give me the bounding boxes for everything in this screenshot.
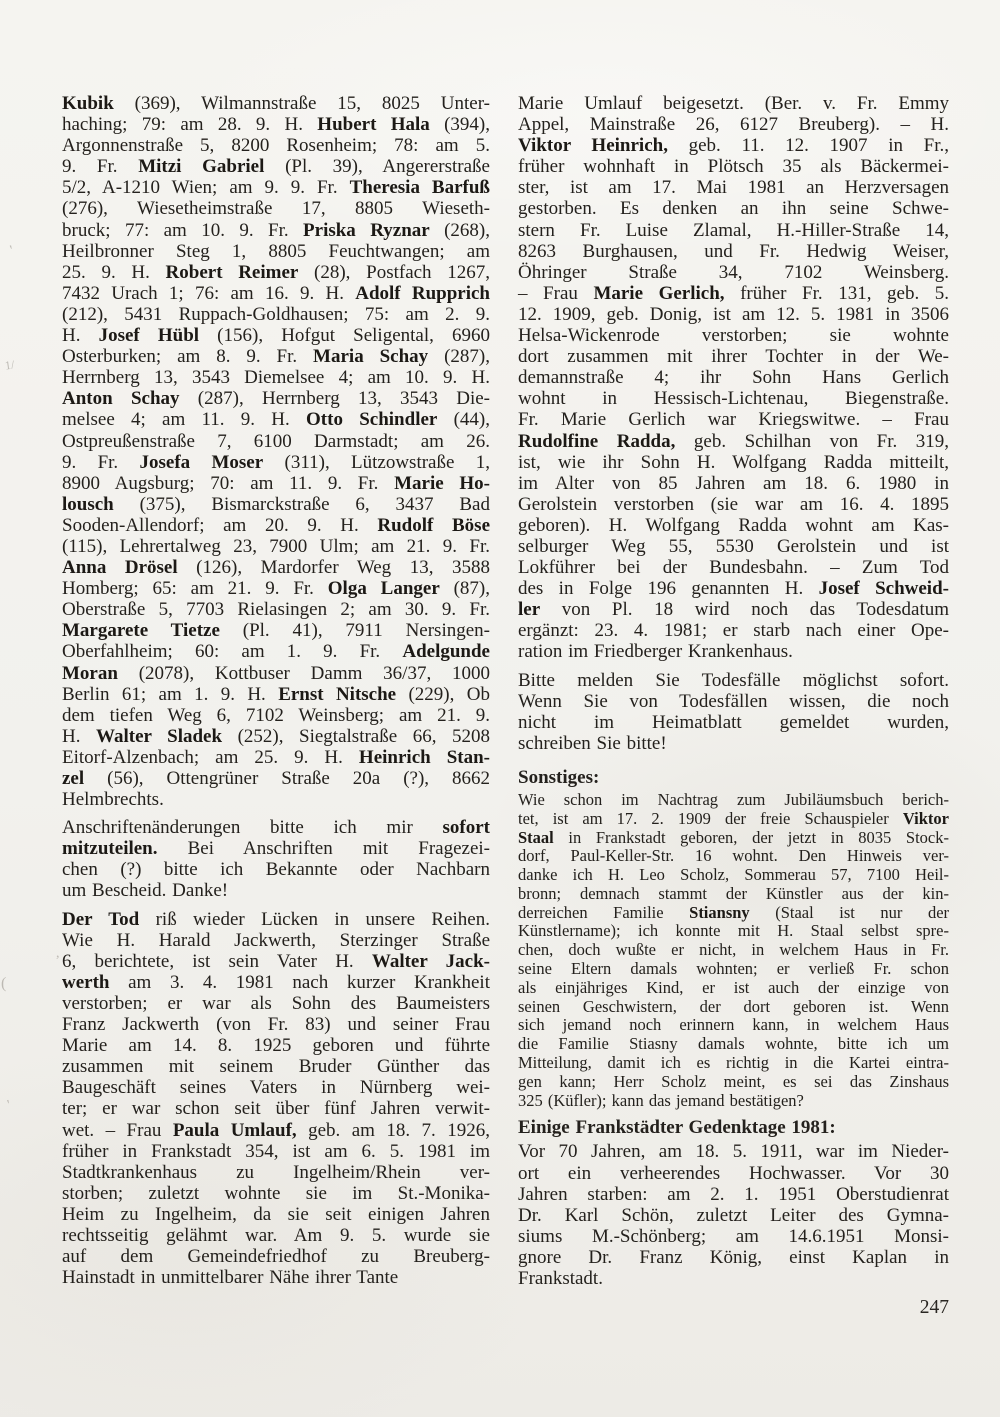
text-line: gestorben. Es denken an ihn seine Schwe-: [518, 198, 949, 220]
text-line: Heilbronner Steg 1, 8805 Feuchtwangen; am: [62, 240, 490, 262]
text-line: Gerolstein verstorben (sie war am 16. 4. 1895: [518, 493, 949, 515]
text-line: Anna Drösel (126), Mardorfer Weg 13, 3588: [62, 557, 490, 579]
text-line: (212), 5431 Ruppach-Goldhausen; 75: am 2. 9.: [62, 303, 490, 325]
text-line: auf dem Gemeindefriedhof zu Breuberg-: [62, 1246, 490, 1268]
section-heading: [518, 767, 949, 789]
text-line: Wie schon im Nachtrag zum Jubiläumsbuch berich-: [518, 789, 949, 809]
text-line: um Bescheid. Danke!: [62, 880, 229, 902]
text-line: Wenn Sie von Todesfällen wissen, die noch: [518, 690, 949, 712]
text-line: Argonnenstraße 5, 8200 Rosenheim; 78: am 5.: [62, 135, 490, 157]
text-line: Hainstadt in unmittelbarer Nähe ihrer Tante: [62, 1267, 399, 1289]
text-line: melsee 4; am 11. 9. H. Otto Schindler (44),: [62, 409, 490, 431]
text-line: Bitte melden Sie Todesfälle möglichst sofort.: [518, 669, 949, 691]
text-line: (115), Lehrertalweg 23, 7900 Ulm; am 21. 9. Fr.: [62, 535, 490, 557]
text-line: Staal in Frankstadt geboren, der jetzt in 8035 Stock-: [518, 827, 949, 847]
paragraph: [518, 93, 949, 663]
scan-artifact: ': [8, 242, 16, 260]
text-line: nicht im Heimatblatt gemeldet wurden,: [518, 711, 949, 733]
text-line: früher wohnhaft in Plötsch 35 als Bäckermei-: [518, 156, 949, 178]
text-line: zel (56), Ottengrüner Straße 20a (?), 8662: [62, 768, 490, 789]
scan-artifact: ,: [56, 946, 60, 961]
text-line: ter; er war schon seit über fünf Jahren verwit-: [62, 1098, 490, 1120]
text-line: Fr. Marie Gerlich war Kriegswitwe. – Frau: [518, 409, 949, 431]
text-line: zusammen mit seinem Bruder Günther das: [62, 1056, 490, 1078]
text-line: tet, ist am 17. 2. 1909 der freie Schauspieler Viktor: [518, 808, 949, 828]
text-line: gnore Dr. Franz König, einst Kaplan in: [518, 1246, 949, 1268]
text-line: ster, ist am 17. Mai 1981 an Herzversagen: [518, 177, 949, 199]
text-line: Wie H. Harald Jackwerth, Sterzinger Straße: [62, 929, 490, 951]
text-line: bruck; 77: am 10. 9. Fr. Priska Ryznar (268),: [62, 219, 491, 241]
text-line: wet. – Frau Paula Umlauf, geb. am 18. 7. 1926,: [62, 1119, 490, 1141]
text-line: Oberfahlheim; 60: am 1. 9. Fr. Adelgunde: [62, 641, 490, 663]
text-line: siums M.-Schönberg; am 14.6.1951 Monsi-: [518, 1225, 949, 1247]
text-line: Frankstadt.: [518, 1268, 603, 1290]
text-line: 8900 Augsburg; 70: am 11. 9. Fr. Marie Ho-: [62, 472, 490, 494]
text-line: – Frau Marie Gerlich, früher Fr. 131, geb. 5.: [518, 282, 949, 304]
text-line: 9. Fr. Mitzi Gabriel (Pl. 39), Angererstraße: [62, 156, 490, 178]
text-line: Öhringer Straße 34, 7102 Weinsberg.: [518, 261, 949, 283]
text-line: ergänzt: 23. 4. 1981; er starb nach einer Ope-: [518, 620, 949, 642]
text-line: ist, wie ihr Sohn H. Wolfgang Radda mitteilt,: [518, 451, 949, 473]
text-line: seine Eltern damals wohnten; er verließ Fr. schon: [518, 959, 949, 979]
text-line: Helsa-Wickenrode verstorben; sie wohnte: [518, 325, 949, 347]
text-line: Einige Frankstädter Gedenktage 1981:: [518, 1117, 836, 1139]
text-line: rechtsseitig gelähmt war. Am 9. 5. wurde sie: [62, 1224, 490, 1246]
text-line: Anton Schay (287), Herrnberg 13, 3543 Die-: [62, 388, 491, 410]
text-line: Homberg; 65: am 21. 9. Fr. Olga Langer (87),: [62, 578, 490, 600]
page-number: 247: [919, 1297, 949, 1318]
text-line: storben; zuletzt wohnte sie im St.-Monika-: [62, 1182, 490, 1204]
text-line: Jahren starben: am 2. 1. 1951 Oberstudienrat: [518, 1183, 949, 1205]
text-line: Heim zu Ingelheim, da sie seit einigen Jahren: [62, 1203, 490, 1225]
text-line: Herrnberg 13, 3543 Diemelsee 4; am 10. 9. H.: [62, 367, 490, 389]
text-line: Vor 70 Jahren, am 18. 5. 1911, war im Nieder-: [518, 1141, 949, 1163]
text-line: dem tiefen Weg 6, 7102 Weinsberg; am 21. 9.: [62, 704, 490, 726]
paragraph: [518, 670, 949, 754]
scan-artifact: 1/: [4, 357, 16, 373]
text-line: 5/2, A-1210 Wien; am 9. 9. Fr. Theresia Barfuß: [62, 177, 491, 199]
scan-artifact: (: [1, 975, 7, 992]
text-line: 12. 1909, geb. Donig, ist am 12. 5. 1981 in 3506: [518, 303, 949, 325]
text-line: demannstraße 4; ihr Sohn Hans Gerlich: [518, 367, 949, 389]
text-line: H. Walter Sladek (252), Siegtalstraße 66, 5208: [62, 725, 490, 747]
text-line: danke ich H. Leo Scholz, Sommerau 57, 7100 Heil-: [518, 865, 949, 885]
text-line: 325 (Küfler); kann das jemand bestätigen?: [518, 1090, 804, 1110]
text-line: lousch (375), Bismarckstraße 6, 3437 Bad: [62, 493, 490, 515]
text-line: Rudolfine Radda, geb. Schilhan von Fr. 319,: [518, 430, 949, 452]
paragraph: [518, 1141, 949, 1289]
text-line: Osterburken; am 8. 9. Fr. Maria Schay (287),: [62, 346, 490, 368]
text-line: Marie Umlauf beigesetzt. (Ber. v. Fr. Emmy: [518, 93, 949, 114]
text-line: 8263 Burghausen, und Fr. Hedwig Weiser,: [518, 240, 949, 262]
text-line: derreichen Familie Stiansny (Staal ist nur der: [518, 902, 950, 922]
text-line: selburger Weg 55, 5530 Gerolstein und ist: [518, 535, 949, 557]
text-line: die Familie Stiasny damals wohnte, bitte ich um: [518, 1034, 949, 1054]
text-line: ration im Friedberger Krankenhaus.: [518, 641, 793, 663]
right-column: [518, 93, 949, 1289]
paragraph: [62, 93, 490, 810]
text-line: werth am 3. 4. 1981 nach kurzer Krankheit: [62, 971, 490, 993]
text-line: 6, berichtete, ist sein Vater H. Walter Jack-: [62, 950, 490, 972]
text-line: seinen Geschwistern, der dort geboren ist. Wenn: [518, 996, 949, 1016]
text-line: Franz Jackwerth (von Fr. 83) und seiner Frau: [62, 1014, 490, 1036]
text-line: stern Fr. Luise Zlamal, H.-Hiller-Straße 14,: [518, 219, 949, 241]
text-line: dorf, Paul-Keller-Str. 16 wohnt. Den Hinweis ver-: [518, 846, 949, 866]
text-line: Eitorf-Alzenbach; am 25. 9. H. Heinrich Stan-: [62, 746, 490, 768]
text-line: Ostpreußenstraße 7, 6100 Darmstadt; am 26.: [62, 430, 490, 452]
text-line: des in Folge 196 genannten H. Josef Schweid-: [518, 578, 949, 600]
text-line: Helmbrechts.: [62, 789, 164, 811]
text-line: chen, doch wußte er nicht, in welchem Haus in Fr.: [518, 940, 949, 960]
text-line: Appel, Mainstraße 26, 6127 Breuberg). – H.: [518, 114, 949, 136]
text-line: ler von Pl. 18 wird noch das Todesdatum: [518, 599, 949, 621]
text-line: wohnt in Hessisch-Lichtenau, Biegenstraße.: [518, 388, 949, 410]
text-line: haching; 79: am 28. 9. H. Hubert Hala (394),: [62, 114, 491, 136]
text-line: Anschriftenänderungen bitte ich mir sofort: [62, 817, 490, 839]
text-line: Berlin 61; am 1. 9. H. Ernst Nitsche (229), Ob: [62, 683, 490, 705]
text-line: 9. Fr. Josefa Moser (311), Lützowstraße 1,: [62, 451, 490, 473]
text-line: als einjähriges Kind, er ist auch der einzige von: [518, 977, 949, 997]
text-line: verstorben; er war als Sohn des Baumeisters: [62, 992, 490, 1014]
text-line: Kubik (369), Wilmannstraße 15, 8025 Unter-: [62, 93, 490, 114]
text-line: Oberstraße 5, 7703 Rielasingen 2; am 30. 9. Fr.: [62, 599, 490, 621]
section-heading: [518, 1117, 949, 1139]
text-line: Marie am 14. 8. 1925 geboren und führte: [62, 1035, 490, 1057]
text-line: Dr. Karl Schön, zuletzt Leiter des Gymna-: [518, 1204, 949, 1226]
text-line: ort ein verheerendes Hochwasser. Vor 30: [518, 1162, 949, 1184]
text-line: 7432 Urach 1; 76: am 16. 9. H. Adolf Rupprich: [62, 282, 491, 304]
text-line: Künstlername); ich konnte mit H. Staal selbst spre-: [518, 921, 949, 941]
text-line: dort zusammen mit ihrer Tochter in der We-: [518, 346, 949, 368]
paragraph: [62, 817, 490, 901]
paragraph: [518, 791, 949, 1111]
text-line: bronn; demnach stammt der Künstler aus der kin-: [518, 883, 949, 903]
scan-artifact: ': [5, 1097, 13, 1114]
text-line: Moran (2078), Kottbuser Damm 36/37, 1000: [62, 662, 490, 684]
text-line: Sonstiges:: [518, 766, 600, 788]
text-line: Viktor Heinrich, geb. 11. 12. 1907 in Fr.,: [518, 135, 949, 157]
text-line: Stadtkrankenhaus zu Ingelheim/Rhein ver-: [62, 1161, 490, 1183]
paragraph: [62, 909, 490, 1289]
text-line: Margarete Tietze (Pl. 41), 7911 Nersingen-: [62, 620, 490, 642]
text-line: gen kann; Herr Scholz meint, es sei das Zinshaus: [518, 1071, 949, 1091]
text-line: schreiben Sie bitte!: [518, 732, 667, 754]
text-line: Mitteilung, damit ich es richtig in die Kartei eintra-: [518, 1053, 949, 1073]
text-line: mitzuteilen. Bei Anschriften mit Fragezei-: [62, 838, 490, 860]
text-line: chen (?) bitte ich Bekannte oder Nachbarn: [62, 859, 490, 881]
text-line: Lokführer bei der Bundesbahn. – Zum Tod: [518, 557, 949, 579]
text-line: geboren). H. Wolfgang Radda wohnt am Kas-: [518, 514, 949, 536]
text-line: sich jemand noch erinnern kann, in welchem Haus: [518, 1015, 949, 1035]
text-line: im Alter von 85 Jahren am 18. 6. 1980 in: [518, 472, 949, 494]
text-line: (276), Wiesetheimstraße 17, 8805 Wieseth-: [62, 198, 490, 220]
text-line: H. Josef Hübl (156), Hofgut Seligental, 6960: [62, 325, 490, 347]
text-line: Sooden-Allendorf; am 20. 9. H. Rudolf Böse: [62, 514, 490, 536]
text-line: Der Tod riß wieder Lücken in unsere Reihen.: [62, 908, 490, 930]
text-line: früher in Frankstadt 354, ist am 6. 5. 1981 im: [62, 1140, 490, 1162]
left-column: [62, 93, 490, 1288]
text-line: Baugeschäft seines Vaters in Nürnberg wei-: [62, 1077, 490, 1099]
text-line: 25. 9. H. Robert Reimer (28), Postfach 1267,: [62, 261, 490, 283]
